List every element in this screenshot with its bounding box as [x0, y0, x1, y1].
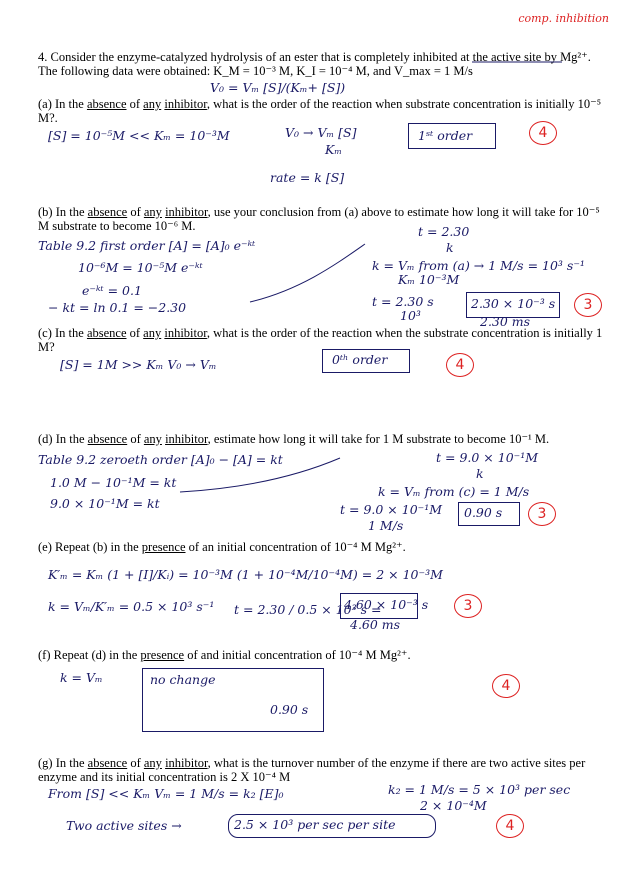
score-b: 3 — [574, 293, 602, 317]
question-a: (a) In the absence of any inhibitor, what is the order of the reaction when substrate concentration is initially 10⁻⁵ M?. — [38, 97, 602, 125]
answer-c: 0ᵗʰ order — [332, 352, 388, 367]
score-g: 4 — [496, 814, 524, 838]
hw-d-t2: t = 9.0 × 10⁻¹M — [340, 502, 443, 517]
question-b: (b) In the absence of any inhibitor, use your conclusion from (a) above to estimate how long it will take for 10⁻⁵ M substrate to become 10⁻⁶ M. — [38, 205, 600, 233]
hw-b-t2-den: 10³ — [400, 308, 421, 323]
answer-g: 2.5 × 10³ per sec per site — [234, 817, 396, 832]
hw-f-k: k = Vₘ — [60, 670, 103, 685]
hw-g-k2: k₂ = 1 M/s = 5 × 10³ per sec — [388, 782, 571, 797]
hw-d-diff: 1.0 M − 10⁻¹M = kt — [50, 475, 177, 490]
answer-f1: no change — [150, 672, 216, 687]
question-g: (g) In the absence of any inhibitor, what is the turnover number of the enzyme if there are two active sites per enzyme and its initial concentration is 2 X 10⁻⁴ M — [38, 756, 586, 784]
hw-b-k: k = Vₘ from (a) → 1 M/s = 10³ s⁻¹ — [372, 258, 585, 273]
hw-g-sites: Two active sites → — [66, 818, 182, 833]
score-e: 3 — [454, 594, 482, 618]
hw-b-t2: t = 2.30 s — [372, 294, 434, 309]
hw-b-t: t = 2.30 — [418, 224, 470, 239]
hw-d-kt: 9.0 × 10⁻¹M = kt — [50, 496, 160, 511]
answer-b1: 2.30 × 10⁻³ s — [471, 296, 556, 311]
hw-g-k2-den: 2 × 10⁻⁴M — [420, 798, 487, 813]
question-f: (f) Repeat (d) in the presence of and initial concentration of 10⁻⁴ M Mg²⁺. — [38, 648, 411, 662]
hw-b-equation: 10⁻⁶M = 10⁻⁵M e⁻ᵏᵗ — [78, 260, 203, 275]
question-d: (d) In the absence of any inhibitor, estimate how long it will take for 1 M substrate to become 10⁻¹ M. — [38, 432, 550, 446]
hw-c-concentration: [S] = 1M >> Kₘ V₀ → Vₘ — [60, 357, 217, 372]
answer-b2: 2.30 ms — [480, 314, 531, 329]
hw-b-k-den: Kₘ 10⁻³M — [398, 272, 460, 287]
hw-d-t-den: k — [476, 466, 484, 481]
connector-b — [250, 244, 365, 302]
hw-d-table: Table 9.2 zeroeth order [A]₀ − [A] = kt — [38, 452, 283, 467]
score-c: 4 — [446, 353, 474, 377]
score-d: 3 — [528, 502, 556, 526]
hw-b-t-den: k — [446, 240, 454, 255]
question-e: (e) Repeat (b) in the presence of an initial concentration of 10⁻⁴ M Mg²⁺. — [38, 540, 406, 554]
corner-note: comp. inhibition — [518, 12, 609, 25]
hw-b-table: Table 9.2 first order [A] = [A]₀ e⁻ᵏᵗ — [38, 238, 256, 253]
hw-a-rate: rate = k [S] — [270, 170, 345, 185]
question-c: (c) In the absence of any inhibitor, what is the order of the reaction when the substrate concentration is initially 1 M? — [38, 326, 603, 354]
hw-rate-law: V₀ = Vₘ [S]/(Kₘ+ [S]) — [210, 80, 346, 95]
hw-d-k: k = Vₘ from (c) = 1 M/s — [378, 484, 530, 499]
hw-e-t: t = 2.30 / 0.5 × 10³ s = — [234, 602, 382, 617]
score-a: 4 — [529, 121, 557, 145]
hw-d-t2-den: 1 M/s — [368, 518, 404, 533]
hw-e-k: k = Vₘ/K′ₘ = 0.5 × 10³ s⁻¹ — [48, 599, 215, 614]
hw-b-exp: e⁻ᵏᵗ = 0.1 — [82, 283, 142, 298]
score-f: 4 — [492, 674, 520, 698]
hw-b-ln: − kt = ln 0.1 = −2.30 — [48, 300, 187, 315]
hw-g-from: From [S] << Kₘ Vₘ = 1 M/s = k₂ [E]₀ — [48, 786, 284, 801]
answer-a: 1ˢᵗ order — [418, 128, 473, 143]
hw-a-velocity: V₀ → Vₘ [S] — [285, 125, 357, 140]
question-4-intro: 4. Consider the enzyme-catalyzed hydrolysis of an ester that is completely inhibited at the active site by Mg²⁺. The following data were obtained: K_M = 10⁻³ M, K_I = 10⁻⁴ M, and V_max = 1 M/s — [38, 50, 591, 78]
hw-e-kprime: K′ₘ = Kₘ (1 + [I]/Kᵢ) = 10⁻³M (1 + 10⁻⁴M/10⁻⁴M) = 2 × 10⁻³M — [48, 567, 443, 582]
hw-a-concentration: [S] = 10⁻⁵M << Kₘ = 10⁻³M — [48, 128, 230, 143]
answer-e2: 4.60 ms — [350, 617, 401, 632]
answer-e1: 4.60 × 10⁻³ s — [344, 597, 429, 612]
hw-d-t: t = 9.0 × 10⁻¹M — [436, 450, 539, 465]
answer-f2: 0.90 s — [270, 702, 309, 717]
answer-d: 0.90 s — [464, 505, 503, 520]
hw-a-velocity-den: Kₘ — [325, 142, 343, 157]
